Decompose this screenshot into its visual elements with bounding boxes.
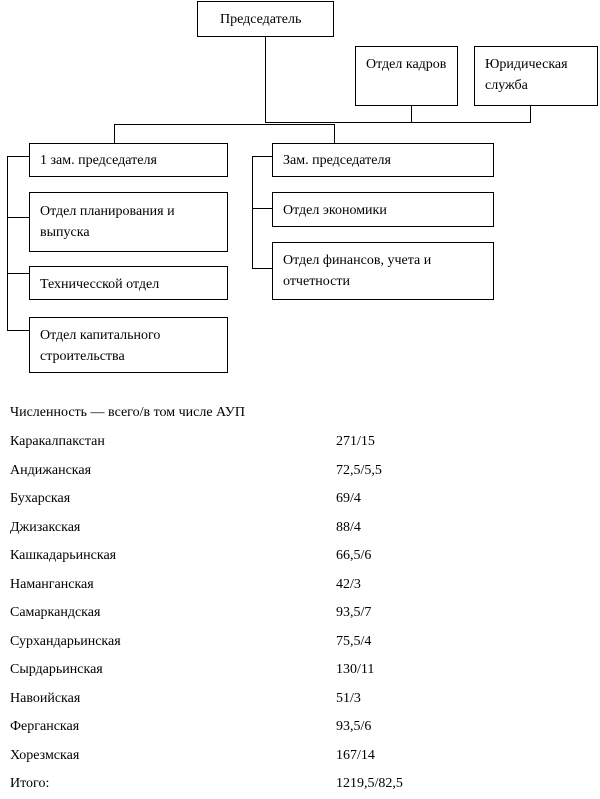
planning-label: Отдел планирования и выпуска (40, 204, 175, 240)
table-row (10, 491, 590, 511)
connector-right-2 (252, 208, 272, 209)
headcount-value: 51/3 (336, 691, 361, 706)
region-name: Наманганская (10, 577, 94, 592)
table-row (10, 434, 590, 454)
headcount-value: 271/15 (336, 434, 375, 449)
table-row (10, 548, 590, 568)
chairman-label: Председатель (220, 12, 302, 27)
connector-left-2 (7, 217, 29, 218)
region-name: Кашкадарьинская (10, 548, 117, 563)
region-name: Ферганская (10, 719, 80, 734)
table-row (10, 520, 590, 540)
connector-deputies-bar (114, 124, 335, 125)
region-name: Хорезмская (10, 748, 80, 763)
deputy-label: Зам. председателя (283, 153, 391, 168)
connector-chairman-down (265, 36, 266, 122)
table-row (10, 577, 590, 597)
headcount-value: 72,5/5,5 (336, 463, 382, 478)
headcount-value: 130/11 (336, 662, 375, 677)
connector-right-spine (252, 156, 253, 269)
connector-legal (530, 105, 531, 122)
connector-left-3 (7, 273, 29, 274)
first-deputy-label: 1 зам. председателя (40, 153, 157, 168)
capital-box (29, 317, 228, 373)
headcount-value: 42/3 (336, 577, 361, 592)
region-name: Сырдарьинская (10, 662, 103, 677)
capital-label: Отдел капитального строительства (40, 328, 161, 364)
connector-right-3 (252, 268, 272, 269)
region-name: Самаркандская (10, 605, 101, 620)
legal-label: Юридическая служба (485, 57, 568, 93)
headcount-value: 1219,5/82,5 (336, 776, 403, 791)
economics-box (272, 192, 494, 227)
table-row (10, 662, 590, 682)
connector-left-1 (7, 156, 29, 157)
headcount-value: 66,5/6 (336, 548, 372, 563)
legal-box (474, 46, 598, 106)
headcount-value: 93,5/6 (336, 719, 372, 734)
table-row (10, 691, 590, 711)
hr-label: Отдел кадров (366, 57, 447, 72)
first-deputy-box (29, 143, 228, 177)
headcount-title: Численность — всего/в том числе АУП (10, 405, 245, 420)
region-name: Андижанская (10, 463, 92, 478)
connector-left-spine (7, 156, 8, 331)
table-row (10, 634, 590, 654)
connector-right-1 (252, 156, 272, 157)
planning-box (29, 192, 228, 252)
table-row (10, 776, 590, 796)
table-row (10, 605, 590, 625)
connector-deputy-top (334, 124, 335, 143)
table-row (10, 463, 590, 483)
hr-box (355, 46, 458, 106)
headcount-value: 75,5/4 (336, 634, 372, 649)
table-row (10, 719, 590, 739)
economics-label: Отдел экономики (283, 203, 387, 218)
deputy-box (272, 143, 494, 177)
headcount-value: 167/14 (336, 748, 375, 763)
connector-left-4 (7, 330, 29, 331)
table-row (10, 748, 590, 768)
region-name: Бухарская (10, 491, 71, 506)
region-name: Сурхандарьинская (10, 634, 121, 649)
headcount-value: 88/4 (336, 520, 361, 535)
finance-label: Отдел финансов, учета и отчетности (283, 253, 432, 289)
region-name: Итого: (10, 776, 50, 791)
region-name: Навоийская (10, 691, 81, 706)
technical-label: Техничесской отдел (40, 277, 160, 292)
connector-hr (411, 105, 412, 122)
chairman-box (197, 1, 334, 37)
connector-staff-bar (265, 122, 531, 123)
region-name: Джизакская (10, 520, 81, 535)
connector-first-deputy-top (114, 124, 115, 143)
technical-box (29, 266, 228, 300)
headcount-value: 69/4 (336, 491, 361, 506)
region-name: Каракалпакстан (10, 434, 105, 449)
headcount-value: 93,5/7 (336, 605, 372, 620)
finance-box (272, 242, 494, 300)
